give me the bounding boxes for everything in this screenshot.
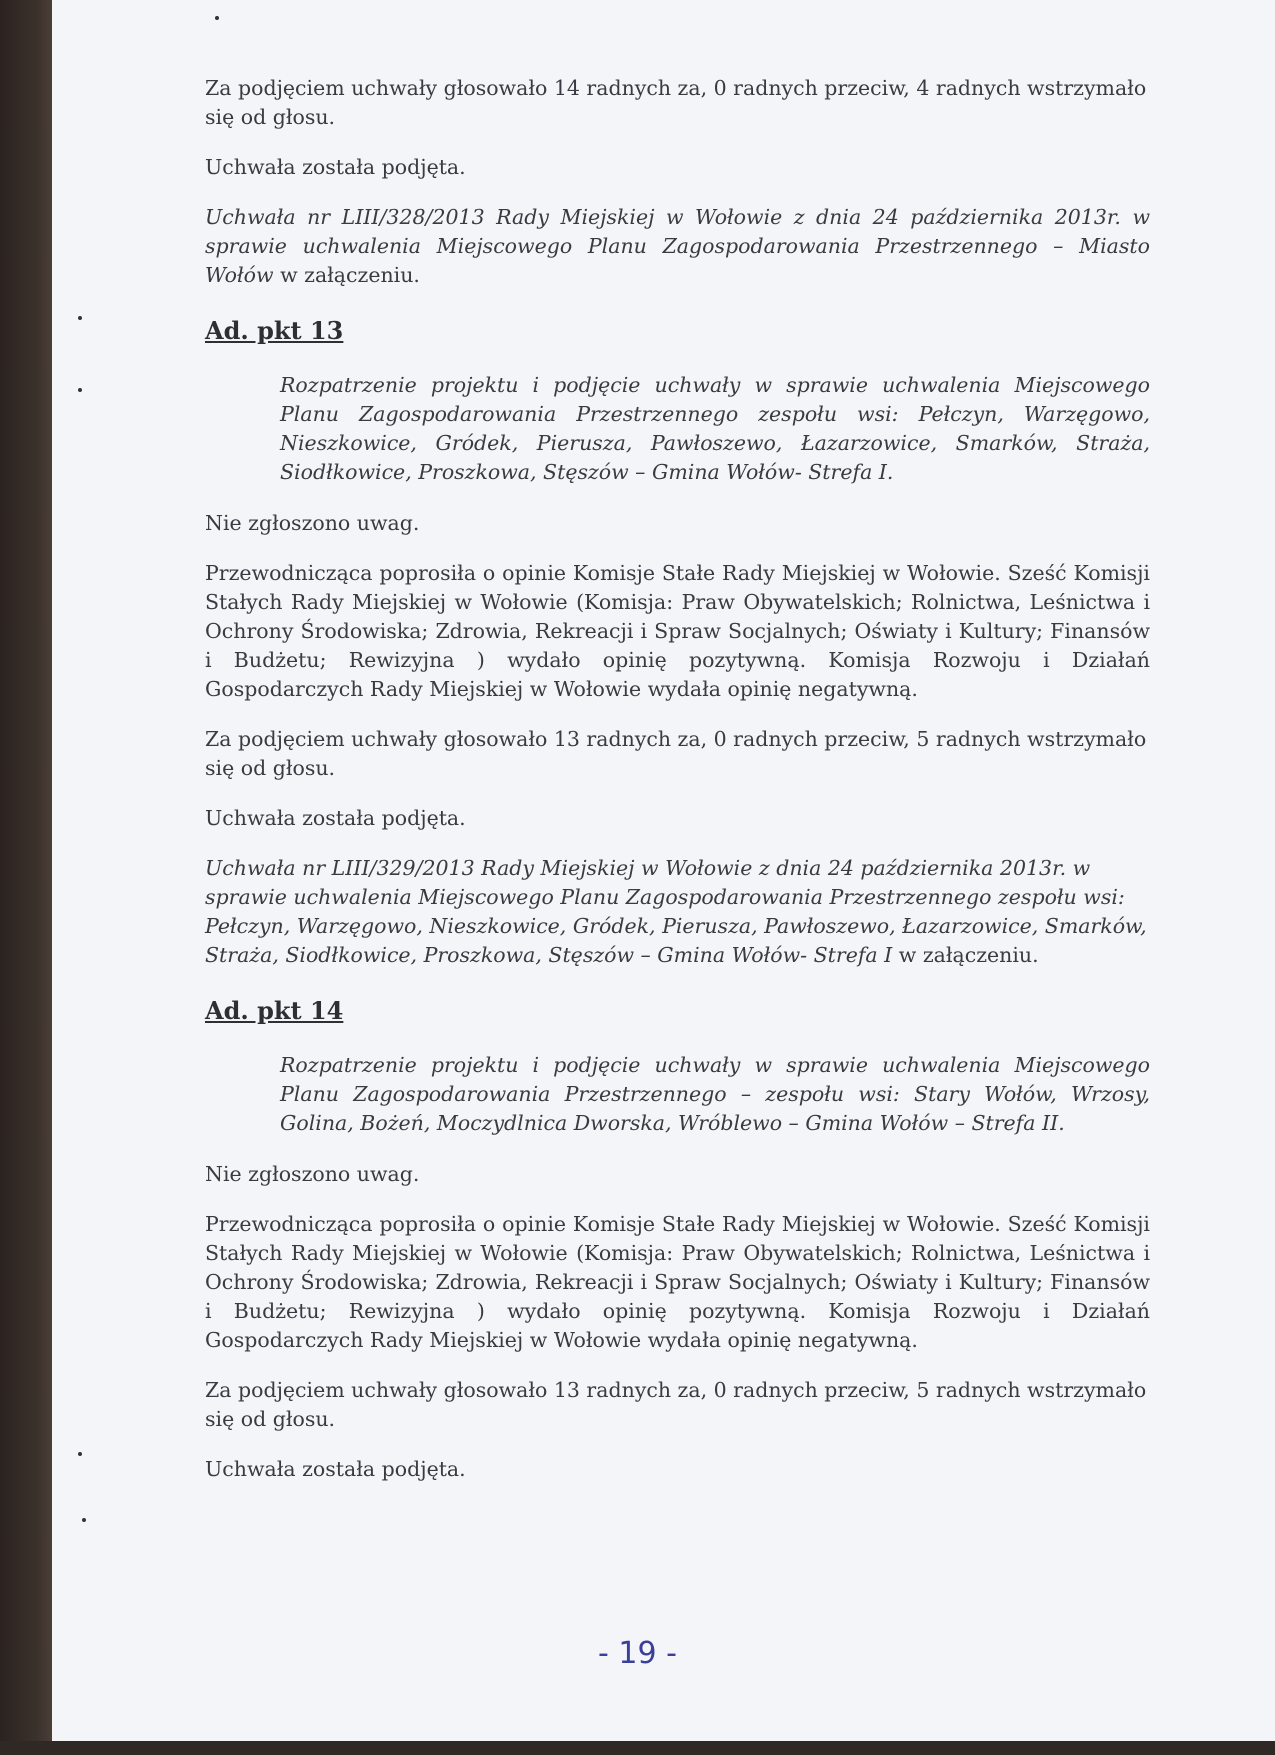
resolution-paragraph xyxy=(205,854,1150,970)
resolution-attachment-note: w załączeniu. xyxy=(273,263,420,287)
scan-speck xyxy=(78,1452,82,1456)
document-content xyxy=(205,74,1150,1505)
scan-speck xyxy=(82,1518,86,1522)
resolution-paragraph xyxy=(205,203,1150,290)
committees-paragraph: Przewodnicząca poprosiła o opinie Komisje Stałe Rady Miejskiej w Wołowie. Sześć Komisji Stałych Rady Miejskiej w Wołowie (Komisja: Praw Obywatelskich; Rolnictwa, Leśnictwa i Ochrony Środowiska; Zdrowia, Rekreacji i Spraw Socjalnych; Oświaty i Kultury; Finansów i Budżetu; Rewizyjna ) wydało opinię pozytywną. Komisja Rozwoju i Działań Gospodarczych Rady Miejskiej w Wołowie wydała opinię negatywną. xyxy=(205,1212,1150,1352)
section-heading-pkt14: Ad. pkt 14 xyxy=(205,996,344,1025)
vote-paragraph: Za podjęciem uchwały głosowało 13 radnych za, 0 radnych przeciw, 5 radnych wstrzymało się od głosu. xyxy=(205,1378,1147,1431)
section-heading-pkt13: Ad. pkt 13 xyxy=(205,316,344,345)
scan-edge-left xyxy=(0,0,52,1755)
scan-speck xyxy=(78,388,82,392)
agenda-topic-pkt13: Rozpatrzenie projektu i podjęcie uchwały w sprawie uchwalenia Miejscowego Planu Zagospodarowania Przestrzennego zespołu wsi: Pełczyn, Warzęgowo, Nieszkowice, Gródek, Pierusza, Pawłoszewo, Łazarzowice, Smarków, Straża, Siodłkowice, Proszkowa, Stęszów – Gmina Wołów- Strefa I. xyxy=(280,373,1150,484)
resolution-attachment-note: w załączeniu. xyxy=(892,943,1039,967)
scan-edge-bottom xyxy=(0,1741,1275,1755)
scan-speck xyxy=(78,316,82,320)
agenda-topic-pkt14: Rozpatrzenie projektu i podjęcie uchwały w sprawie uchwalenia Miejscowego Planu Zagospodarowania Przestrzennego – zespołu wsi: Stary Wołów, Wrzosy, Golina, Bożeń, Moczydlnica Dworska, Wróblewo – Gmina Wołów – Strefa II. xyxy=(280,1053,1150,1135)
no-remarks-paragraph: Nie zgłoszono uwag. xyxy=(205,1162,420,1186)
result-paragraph: Uchwała została podjęta. xyxy=(205,1457,466,1481)
scan-speck xyxy=(215,16,219,20)
committees-paragraph: Przewodnicząca poprosiła o opinie Komisje Stałe Rady Miejskiej w Wołowie. Sześć Komisji Stałych Rady Miejskiej w Wołowie (Komisja: Praw Obywatelskich; Rolnictwa, Leśnictwa i Ochrony Środowiska; Zdrowia, Rekreacji i Spraw Socjalnych; Oświaty i Kultury; Finansów i Budżetu; Rewizyjna ) wydało opinię pozytywną. Komisja Rozwoju i Działań Gospodarczych Rady Miejskiej w Wołowie wydała opinię negatywną. xyxy=(205,561,1150,701)
result-paragraph: Uchwała została podjęta. xyxy=(205,155,466,179)
resolution-title: Uchwała nr LIII/329/2013 Rady Miejskiej w Wołowie z dnia 24 października 2013r. w sprawie uchwalenia Miejscowego Planu Zagospodarowania Przestrzennego zespołu wsi: Pełczyn, Warzęgowo, Nieszkowice, Gródek, Pierusza, Pawłoszewo, Łazarzowice, Smarków, Straża, Siodłkowice, Proszkowa, Stęszów – Gmina Wołów- Strefa I xyxy=(205,856,1147,967)
vote-paragraph: Za podjęciem uchwały głosowało 14 radnych za, 0 radnych przeciw, 4 radnych wstrzymało się od głosu. xyxy=(205,76,1147,129)
resolution-title: Uchwała nr LIII/328/2013 Rady Miejskiej w Wołowie z dnia 24 października 2013r. w sprawie uchwalenia Miejscowego Planu Zagospodarowania Przestrzennego – Miasto Wołów xyxy=(205,205,1150,287)
result-paragraph: Uchwała została podjęta. xyxy=(205,806,466,830)
page-number: - 19 - xyxy=(598,1636,677,1671)
no-remarks-paragraph: Nie zgłoszono uwag. xyxy=(205,511,420,535)
vote-paragraph: Za podjęciem uchwały głosowało 13 radnych za, 0 radnych przeciw, 5 radnych wstrzymało się od głosu. xyxy=(205,727,1147,780)
